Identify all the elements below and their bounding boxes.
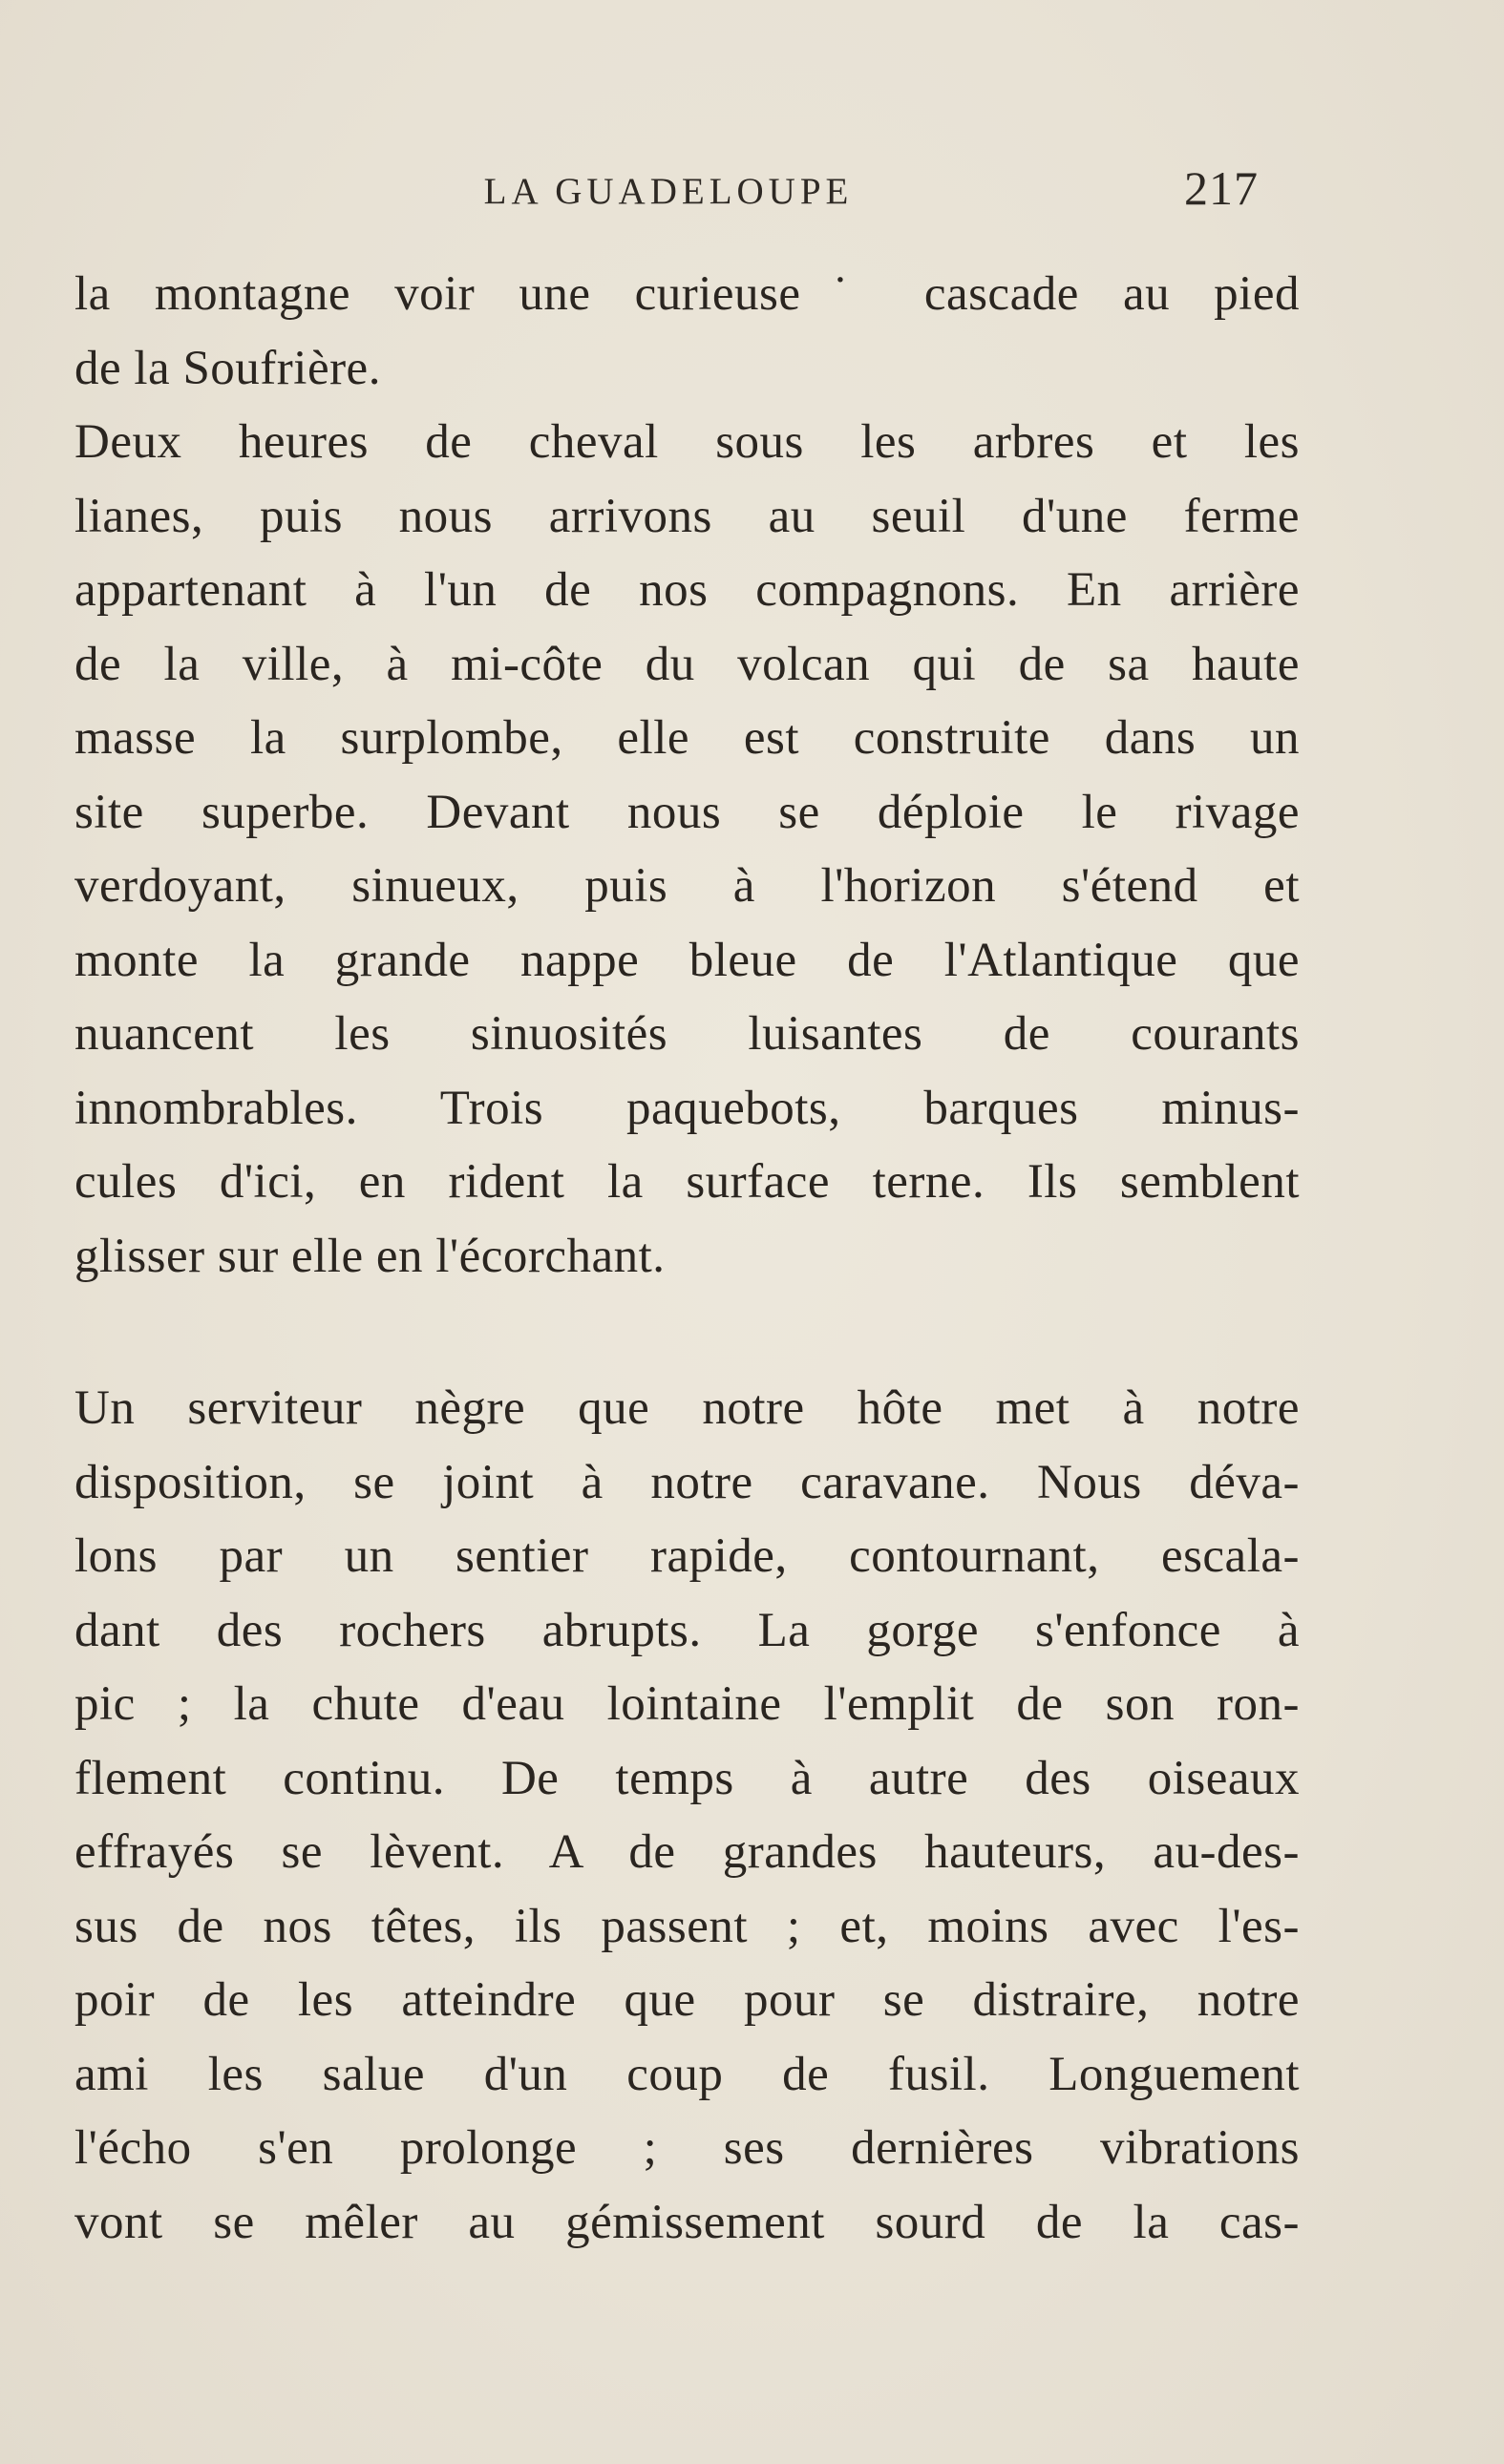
text-line: de la ville, à mi-côte du volcan qui de sa haute bbox=[74, 637, 1300, 691]
running-head bbox=[0, 160, 1504, 227]
text-line: masse la surplombe, elle est construite dans un bbox=[74, 711, 1300, 765]
text-line: la montagne voir une curieuse˙ cascade au pied bbox=[74, 267, 1300, 321]
text-line: effrayés se lèvent. A de grandes hauteurs, au-des- bbox=[74, 1825, 1300, 1879]
text-line: cules d'ici, en rident la surface terne. Ils semblent bbox=[74, 1155, 1300, 1209]
paragraph-continuation bbox=[74, 258, 1300, 406]
text-line: site superbe. Devant nous se déploie le rivage bbox=[74, 785, 1300, 839]
text-line: lianes, puis nous arrivons au seuil d'une ferme bbox=[74, 489, 1300, 543]
text-line: flement continu. De temps à autre des oiseaux bbox=[74, 1751, 1300, 1805]
running-title: LA GUADELOUPE bbox=[483, 171, 854, 212]
text-line: nuancent les sinuosités luisantes de courants bbox=[74, 1007, 1300, 1061]
text-line: l'écho s'en prolonge ; ses dernières vibrations bbox=[74, 2121, 1300, 2175]
text-line: appartenant à l'un de nos compagnons. En arrière bbox=[74, 563, 1300, 617]
text-line: de la Soufrière. bbox=[74, 341, 381, 395]
text-block-top bbox=[74, 258, 1300, 1294]
text-line: innombrables. Trois paquebots, barques minus- bbox=[74, 1081, 1300, 1135]
text-line: lons par un sentier rapide, contournant, escala- bbox=[74, 1529, 1300, 1583]
text-line: poir de les atteindre que pour se distraire, notre bbox=[74, 1973, 1300, 2027]
text-line: sus de nos têtes, ils passent ; et, moins avec l'es- bbox=[74, 1899, 1300, 1953]
text-line: vont se mêler au gémissement sourd de la cas- bbox=[74, 2195, 1300, 2249]
paragraph bbox=[74, 1372, 1300, 2260]
text-line: glisser sur elle en l'écorchant. bbox=[74, 1229, 666, 1283]
text-line: dant des rochers abrupts. La gorge s'enfonce à bbox=[74, 1603, 1300, 1657]
text-line: ami les salue d'un coup de fusil. Longuement bbox=[74, 2047, 1300, 2101]
text-block-bottom bbox=[74, 1372, 1300, 2260]
page-number: 217 bbox=[1184, 161, 1259, 215]
text-line: disposition, se joint à notre caravane. Nous déva- bbox=[74, 1455, 1300, 1509]
text-line: Deux heures de cheval sous les arbres et les bbox=[74, 415, 1300, 469]
paragraph bbox=[74, 406, 1300, 1294]
text-line: pic ; la chute d'eau lointaine l'emplit de son ron- bbox=[74, 1677, 1300, 1731]
text-line: monte la grande nappe bleue de l'Atlantique que bbox=[74, 933, 1300, 987]
text-line: Un serviteur nègre que notre hôte met à notre bbox=[74, 1381, 1300, 1435]
text-line: verdoyant, sinueux, puis à l'horizon s'étend et bbox=[74, 859, 1300, 913]
